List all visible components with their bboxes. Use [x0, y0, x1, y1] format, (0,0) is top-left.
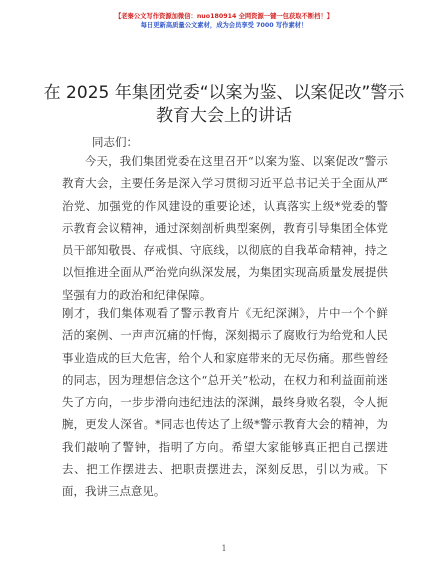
promo-banner-line-1: 【老秦公文写作资源加微信：nuo180914 全网资源一键一包获取不断档！】: [114, 13, 334, 20]
body-paragraph-1: 今天，我们集团党委在这里召开“以案为鉴、以案促改”警示教育大会，主要任务是深入学习贯彻习近平总书记关于全面从严治党、加强党的作风建设的重要论述，认真落实上级*党委的警示教育会议精神，通过深刻剖析典型案例，教育引导集团全体党员干部知敬畏、存戒惧、守底线，以彻底的自我革命精神，持之以恒推进全面从严治党向纵深发展，为集团实现高质量发展提供坚强有力的政治和纪律保障。: [62, 154, 388, 302]
page-number: 1: [221, 544, 227, 553]
salutation: 同志们：: [92, 135, 138, 149]
promo-banner: [0, 12, 448, 30]
body-paragraph-2: 刚才，我们集体观看了警示教育片《无纪深渊》，片中一个个鲜活的案例、一声声沉痛的忏悔，深刻揭示了腐败行为给党和人民事业造成的巨大危害，给个人和家庭带来的无尽伤痛。那些曾经的同志，因为理想信念这个“总开关”松动，在权力和利益面前迷失了方向，一步步滑向违纪违法的深渊，最终身败名裂，令人扼腕，更发人深省。*同志也传达了上级*警示教育大会的精神，为我们敲响了警钟，指明了方向。希望大家能够真正把自己摆进去、把工作摆进去、把职责摆进去，深刻反思，引以为戒。下面，我讲三点意见。: [62, 306, 388, 499]
promo-banner-line-2: 每日更新高质量公文素材，成为会员享受 7000 写作素材！: [140, 22, 308, 29]
document-title: 在 2025 年集团党委“以案为鉴、以案促改”警示教育大会上的讲话: [43, 83, 405, 126]
